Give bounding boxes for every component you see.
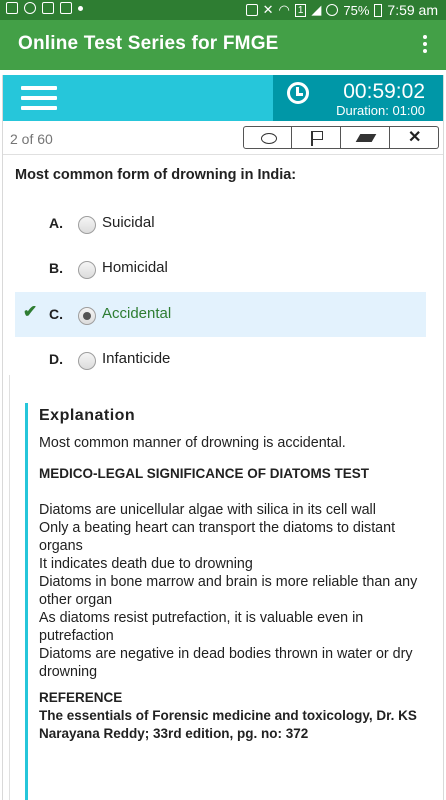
eraser-icon <box>356 134 377 142</box>
b-notification-icon <box>24 2 36 14</box>
clock-icon <box>287 82 309 104</box>
explanation-heading: MEDICO-LEGAL SIGNIFICANCE OF DIATOMS TEST <box>39 466 370 481</box>
option-b[interactable] <box>15 246 426 291</box>
option-d[interactable] <box>15 337 426 382</box>
explanation-point: It indicates death due to drowning <box>39 556 253 572</box>
battery-icon <box>374 4 382 17</box>
flag-icon <box>311 131 323 146</box>
question-counter: 2 of 60 <box>10 131 53 147</box>
option-d-radio[interactable] <box>78 352 96 370</box>
reference-text: The essentials of Forensic medicine and toxicology, Dr. KS Narayana Reddy; 33rd edition, pg. no: 372 <box>39 708 417 741</box>
app-bar <box>0 20 446 70</box>
explanation-point: As diatoms resist putrefaction, it is valuable even in putrefaction <box>39 610 364 644</box>
progress-row <box>3 121 443 155</box>
blocked-icon <box>326 4 338 16</box>
flag-button[interactable] <box>292 126 341 149</box>
mute-icon: ✕ <box>262 2 274 17</box>
option-label: Homicidal <box>102 259 168 276</box>
wifi-icon: ◠ <box>278 2 290 17</box>
hamburger-menu-icon[interactable] <box>21 86 57 110</box>
close-button[interactable] <box>390 126 439 149</box>
option-a[interactable] <box>15 201 426 246</box>
image-notification-icon <box>60 2 72 14</box>
clock-time: 7:59 am <box>387 2 438 18</box>
signal-icon: ◢ <box>311 2 322 17</box>
option-letter: D. <box>49 351 63 367</box>
explanation-point: Only a beating heart can transport the diatoms to distant organs <box>39 520 396 554</box>
overflow-menu-icon[interactable] <box>422 35 428 55</box>
message-notification-icon <box>42 2 54 14</box>
status-bar <box>0 0 446 20</box>
close-icon: ✕ <box>408 129 422 146</box>
explanation-point: Diatoms are negative in dead bodies thrown in water or dry drowning <box>39 646 413 680</box>
explanation-point: Diatoms in bone marrow and brain is more reliable than any other organ <box>39 574 418 608</box>
option-letter: A. <box>49 215 63 231</box>
option-c-radio[interactable] <box>78 307 96 325</box>
comment-icon <box>261 133 277 144</box>
option-label: Accidental <box>102 305 172 322</box>
option-label: Infanticide <box>102 350 171 367</box>
explanation-points <box>39 501 435 681</box>
sim-badge: 1 <box>295 4 307 17</box>
explanation-summary: Most common manner of drowning is accidental. <box>39 435 346 451</box>
question-text: Most common form of drowning in India: <box>15 167 297 183</box>
eraser-button[interactable] <box>341 126 390 149</box>
timer-duration: Duration: 01:00 <box>336 103 425 118</box>
explanation-point: Diatoms are unicellular algae with silica in its cell wall <box>39 502 376 518</box>
option-c[interactable] <box>15 292 426 337</box>
quiz-header <box>3 75 443 121</box>
timer-box <box>273 75 443 121</box>
option-label: Suicidal <box>102 214 155 231</box>
option-a-radio[interactable] <box>78 216 96 234</box>
comment-button[interactable] <box>243 126 292 149</box>
option-b-radio[interactable] <box>78 261 96 279</box>
card-edge <box>0 375 10 800</box>
reference-label: REFERENCE <box>39 690 123 705</box>
correct-check-icon: ✔ <box>23 302 38 321</box>
option-letter: C. <box>49 306 63 322</box>
timer-value: 00:59:02 <box>343 80 425 103</box>
option-letter: B. <box>49 260 63 276</box>
app-title: Online Test Series for FMGE <box>18 33 279 54</box>
more-notifications-icon <box>78 6 83 11</box>
gallery-notification-icon <box>6 2 18 14</box>
explanation-title: Explanation <box>39 407 136 424</box>
battery-percent: 75% <box>343 2 370 18</box>
question-toolbar <box>243 126 439 149</box>
explanation-panel <box>25 403 435 800</box>
nfc-icon <box>246 4 258 16</box>
